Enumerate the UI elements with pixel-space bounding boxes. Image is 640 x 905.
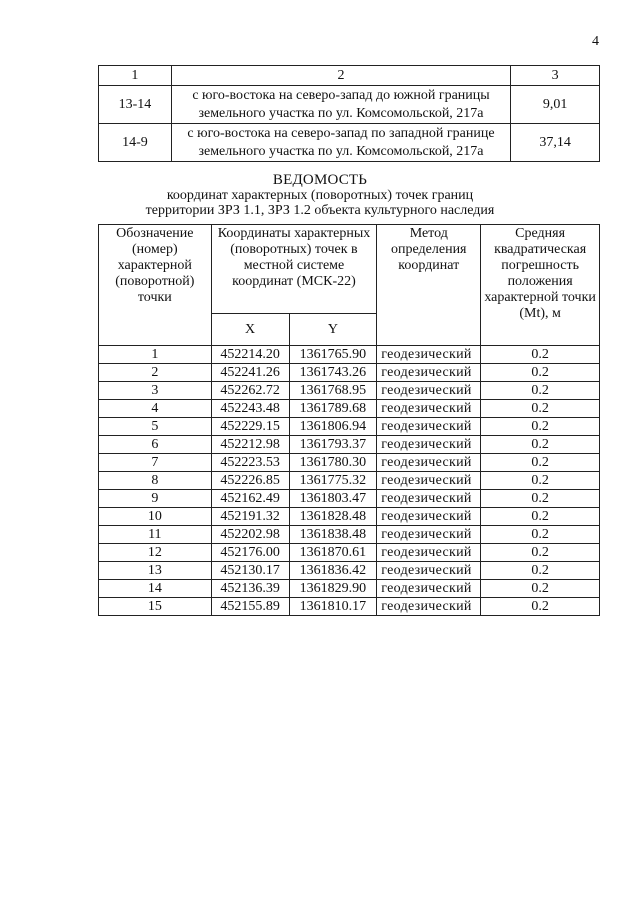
table-row (99, 544, 600, 562)
error-value: 0.2 (481, 436, 600, 454)
point-number: 7 (99, 454, 212, 472)
point-number: 9 (99, 490, 212, 508)
coordinate-y: 1361793.37 (289, 436, 377, 454)
header-x: X (211, 314, 289, 346)
header-method: Метод определения координат (377, 225, 481, 346)
error-value: 0.2 (481, 508, 600, 526)
point-number: 14 (99, 580, 212, 598)
coordinate-y: 1361765.90 (289, 346, 377, 364)
error-value: 0.2 (481, 598, 600, 616)
table-row (99, 472, 600, 490)
table-row (99, 86, 600, 124)
error-value: 0.2 (481, 418, 600, 436)
segments-table (98, 65, 600, 162)
error-value: 0.2 (481, 544, 600, 562)
method: геодезический (377, 400, 481, 418)
segment-description: с юго-востока на северо-запад до южной границы земельного участка по ул. Комсомольской, 217а (171, 86, 510, 124)
method: геодезический (377, 454, 481, 472)
error-value: 0.2 (481, 364, 600, 382)
coordinate-y: 1361836.42 (289, 562, 377, 580)
coordinate-x: 452130.17 (211, 562, 289, 580)
title-subtitle-line-1: координат характерных (поворотных) точек границ (166, 188, 474, 203)
table-row (99, 562, 600, 580)
segments-header-row (99, 66, 600, 86)
point-number: 3 (99, 382, 212, 400)
point-number: 10 (99, 508, 212, 526)
error-value: 0.2 (481, 580, 600, 598)
coordinate-y: 1361829.90 (289, 580, 377, 598)
coordinate-y: 1361743.26 (289, 364, 377, 382)
coordinate-y: 1361768.95 (289, 382, 377, 400)
error-value: 0.2 (481, 454, 600, 472)
table-row (99, 490, 600, 508)
method: геодезический (377, 562, 481, 580)
method: геодезический (377, 472, 481, 490)
method: геодезический (377, 598, 481, 616)
segment-length: 37,14 (511, 124, 600, 162)
coordinate-x: 452262.72 (211, 382, 289, 400)
method: геодезический (377, 346, 481, 364)
coordinate-x: 452202.98 (211, 526, 289, 544)
error-value: 0.2 (481, 382, 600, 400)
segments-header-col-2: 2 (171, 66, 510, 86)
coordinate-x: 452162.49 (211, 490, 289, 508)
coordinates-table-body (99, 346, 600, 616)
table-row (99, 364, 600, 382)
coordinate-y: 1361775.32 (289, 472, 377, 490)
coordinate-x: 452176.00 (211, 544, 289, 562)
point-number: 2 (99, 364, 212, 382)
table-row (99, 400, 600, 418)
coordinate-x: 452229.15 (211, 418, 289, 436)
segment-id: 14-9 (99, 124, 172, 162)
page-number: 4 (592, 34, 599, 49)
coordinate-x: 452191.32 (211, 508, 289, 526)
coordinate-x: 452241.26 (211, 364, 289, 382)
table-row (99, 124, 600, 162)
segment-length: 9,01 (511, 86, 600, 124)
segment-id: 13-14 (99, 86, 172, 124)
segments-header-col-1: 1 (99, 66, 172, 86)
error-value: 0.2 (481, 400, 600, 418)
error-value: 0.2 (481, 562, 600, 580)
table-row (99, 346, 600, 364)
document-title (0, 172, 640, 218)
header-coordinates: Координаты характерных (поворотных) точек в местной системе координат (МСК-22) (211, 225, 377, 314)
coordinate-x: 452243.48 (211, 400, 289, 418)
point-number: 11 (99, 526, 212, 544)
point-number: 15 (99, 598, 212, 616)
title-subtitle-line-2: территории ЗРЗ 1.1, ЗРЗ 1.2 объекта культурного наследия (145, 203, 495, 218)
coordinate-x: 452155.89 (211, 598, 289, 616)
title-heading: ВЕДОМОСТЬ (272, 172, 368, 188)
coordinate-y: 1361780.30 (289, 454, 377, 472)
point-number: 5 (99, 418, 212, 436)
coords-header-row (99, 225, 600, 314)
header-point-number: Обозначение (номер) характерной (поворотной) точки (99, 225, 212, 346)
header-error: Средняя квадратическая погрешность положения характерной точки (Mt), м (481, 225, 600, 346)
table-row (99, 454, 600, 472)
table-row (99, 436, 600, 454)
error-value: 0.2 (481, 490, 600, 508)
segments-header-col-3: 3 (511, 66, 600, 86)
error-value: 0.2 (481, 472, 600, 490)
coordinate-y: 1361838.48 (289, 526, 377, 544)
table-row (99, 382, 600, 400)
method: геодезический (377, 364, 481, 382)
table-row (99, 526, 600, 544)
header-y: Y (289, 314, 377, 346)
coordinate-x: 452223.53 (211, 454, 289, 472)
coordinate-y: 1361870.61 (289, 544, 377, 562)
point-number: 12 (99, 544, 212, 562)
coordinate-y: 1361789.68 (289, 400, 377, 418)
coordinate-x: 452136.39 (211, 580, 289, 598)
coordinate-y: 1361828.48 (289, 508, 377, 526)
coordinate-x: 452212.98 (211, 436, 289, 454)
table-row (99, 418, 600, 436)
method: геодезический (377, 382, 481, 400)
coordinate-x: 452214.20 (211, 346, 289, 364)
coordinate-y: 1361806.94 (289, 418, 377, 436)
coordinate-y: 1361803.47 (289, 490, 377, 508)
method: геодезический (377, 526, 481, 544)
point-number: 13 (99, 562, 212, 580)
coordinate-y: 1361810.17 (289, 598, 377, 616)
table-row (99, 580, 600, 598)
point-number: 6 (99, 436, 212, 454)
method: геодезический (377, 436, 481, 454)
method: геодезический (377, 418, 481, 436)
method: геодезический (377, 490, 481, 508)
table-row (99, 598, 600, 616)
point-number: 4 (99, 400, 212, 418)
point-number: 8 (99, 472, 212, 490)
method: геодезический (377, 580, 481, 598)
table-row (99, 508, 600, 526)
point-number: 1 (99, 346, 212, 364)
method: геодезический (377, 544, 481, 562)
coordinate-x: 452226.85 (211, 472, 289, 490)
segment-description: с юго-востока на северо-запад по западной границе земельного участка по ул. Комсомольской, 217а (171, 124, 510, 162)
error-value: 0.2 (481, 526, 600, 544)
error-value: 0.2 (481, 346, 600, 364)
method: геодезический (377, 508, 481, 526)
coordinates-table (98, 224, 600, 616)
